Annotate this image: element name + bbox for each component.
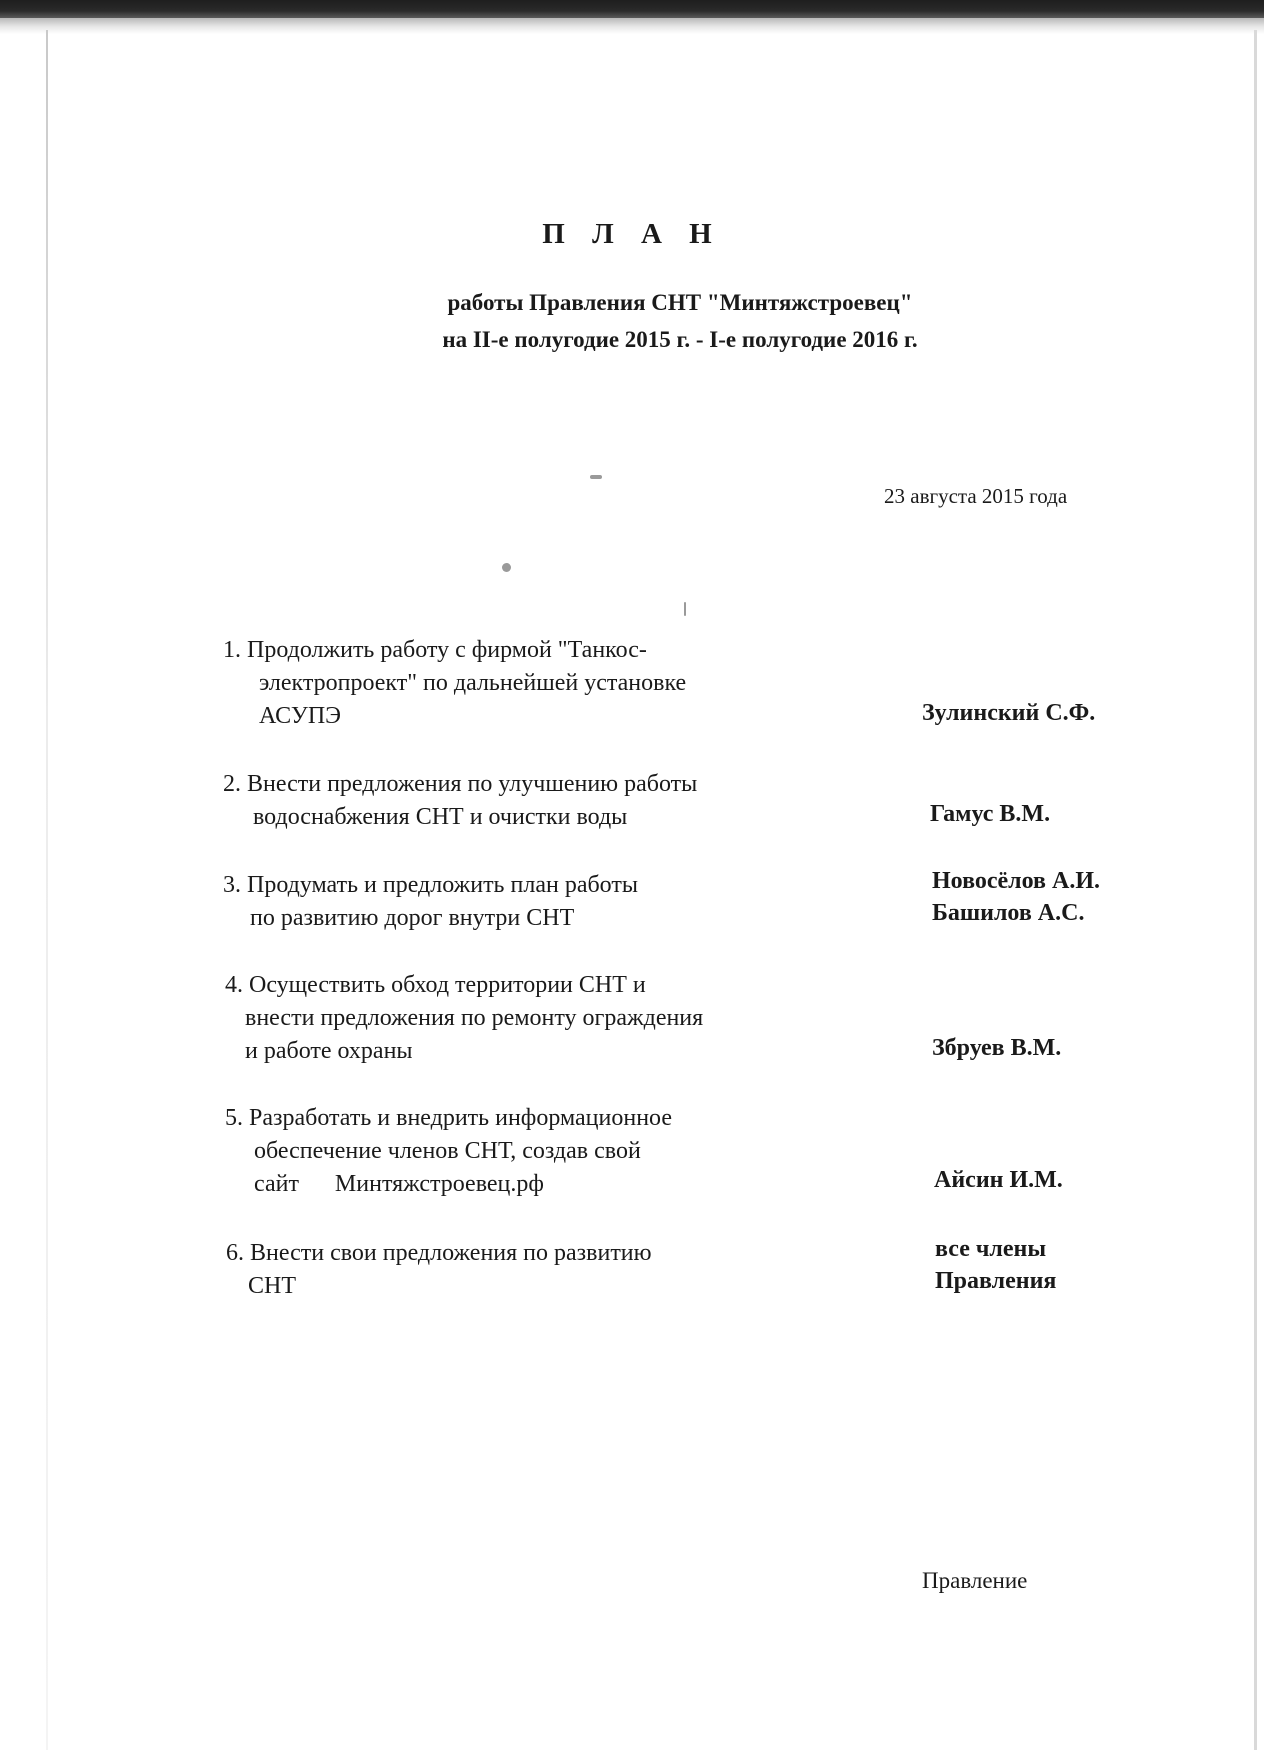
plan-item-4-line-2: внести предложения по ремонту ограждения <box>245 1005 704 1031</box>
subtitle-line-2: на II-е полугодие 2015 г. - I-е полугодие 2016 г. <box>442 327 918 352</box>
plan-item-1-line-1: 1. Продолжить работу с фирмой "Танкос- <box>223 637 647 663</box>
plan-item-5-line-1: 5. Разработать и внедрить информационное <box>225 1105 672 1131</box>
scan-top-edge <box>0 0 1264 18</box>
plan-item-5-line-3: сайт Минтяжстроевец.рф <box>254 1171 544 1197</box>
plan-item-2-line-1: 2. Внести предложения по улучшению работы <box>223 771 698 797</box>
plan-item-3-line-2: по развитию дорог внутри СНТ <box>250 905 575 931</box>
plan-item-1-responsible: Зулинский С.Ф. <box>922 700 1096 726</box>
page-edge-right <box>1254 30 1257 1750</box>
plan-item-2-line-2: водоснабжения СНТ и очистки воды <box>253 804 628 830</box>
plan-item-4-responsible: Збруев В.М. <box>932 1035 1062 1061</box>
plan-item-3-responsible-2: Башилов А.С. <box>932 900 1085 926</box>
plan-item-6-responsible-2: Правления <box>935 1268 1057 1294</box>
scan-speck <box>684 602 686 616</box>
plan-item-5-line-2: обеспечение членов СНТ, создав свой <box>254 1138 641 1164</box>
plan-item-3-responsible-1: Новосёлов А.И. <box>932 868 1100 894</box>
subtitle-line-1: работы Правления СНТ "Минтяжстроевец" <box>447 290 913 315</box>
plan-item-6-line-1: 6. Внести свои предложения по развитию <box>226 1240 652 1266</box>
scan-speck <box>502 563 511 572</box>
plan-item-1-line-3: АСУПЭ <box>259 703 341 729</box>
plan-item-5-responsible: Айсин И.М. <box>934 1167 1063 1193</box>
page-title: П Л А Н <box>542 218 722 250</box>
scan-top-shadow <box>0 18 1264 34</box>
document-date: 23 августа 2015 года <box>884 484 1068 508</box>
page-edge-left <box>46 30 48 1750</box>
plan-item-1-line-2: электропроект" по дальнейшей установке <box>259 670 687 696</box>
plan-item-4-line-3: и работе охраны <box>245 1038 413 1064</box>
plan-item-6-responsible-1: все члены <box>935 1236 1047 1262</box>
plan-item-2-responsible: Гамус В.М. <box>930 801 1051 827</box>
plan-item-6-line-2: СНТ <box>248 1273 296 1299</box>
plan-item-3-line-1: 3. Продумать и предложить план работы <box>223 872 638 898</box>
plan-item-4-line-1: 4. Осуществить обход территории СНТ и <box>225 972 646 998</box>
signature: Правление <box>922 1568 1028 1593</box>
scan-speck <box>590 475 602 479</box>
